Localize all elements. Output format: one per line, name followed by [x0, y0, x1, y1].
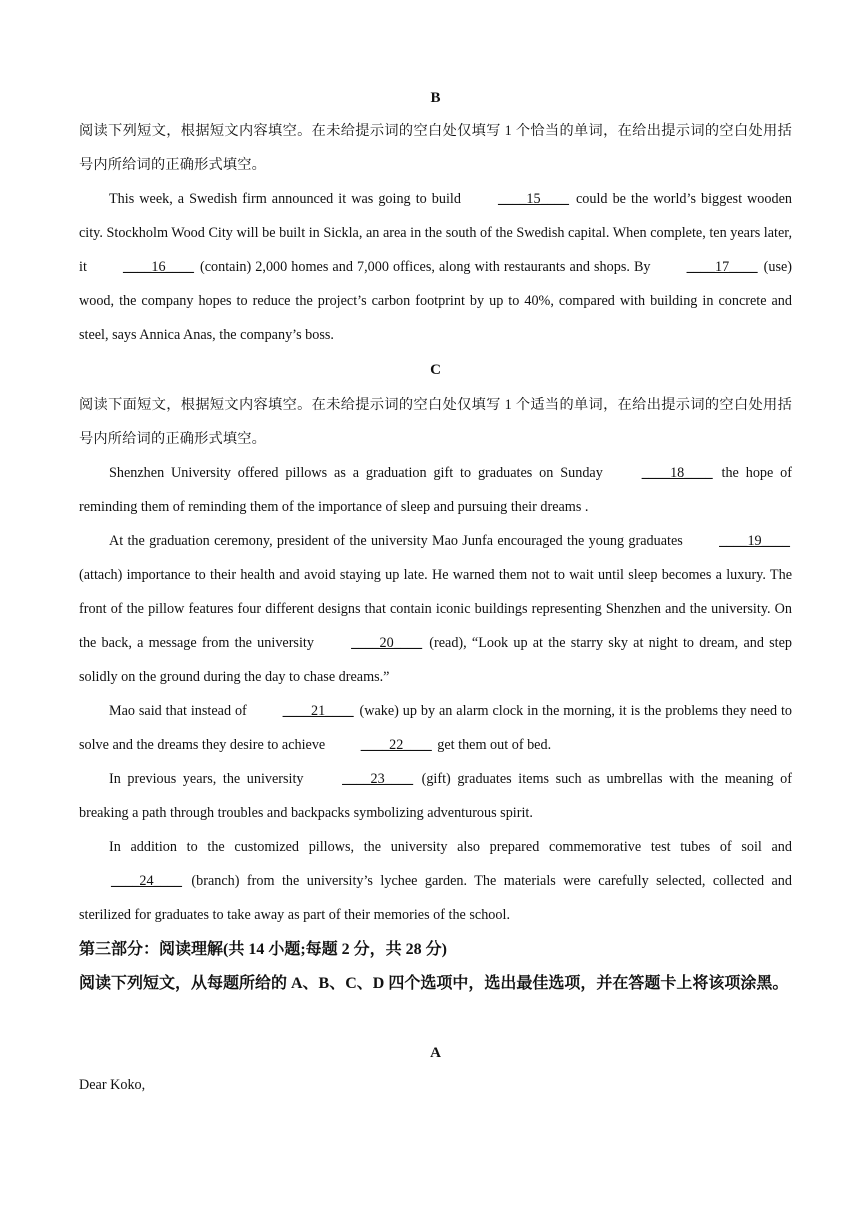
- text-run: the hope of reminding them of reminding them of the importance of sleep and pursuing their dreams .: [79, 465, 793, 515]
- section-b-heading: B: [430, 90, 441, 106]
- text-run: In addition to the customized pillows, the university also prepared commemorative test tubes of soil and: [109, 839, 792, 855]
- blank-17[interactable]: ____17____: [686, 259, 758, 275]
- blank-24[interactable]: ____24____: [111, 873, 182, 889]
- text-run: Shenzhen University offered pillows as a graduation gift to graduates on Sunday: [109, 465, 610, 481]
- part-three-instruction: 阅读下列短文，从每题所给的 A、B、C、D 四个选项中，选出最佳选项，并在答题卡上将该项涂黑。: [79, 975, 789, 992]
- text-run: could be the world’s biggest wooden city. Stockholm Wood City will be built in Sickla, an area in the south of the Swedish capital. When complete, ten years later, it: [79, 191, 792, 275]
- part-three-passage-a-heading: A: [430, 1045, 441, 1061]
- text-run: (use) wood, the company hopes to reduce the project’s carbon footprint by up to 40%, compared with building in concrete and steel, says Annica Anas, the company’s boss.: [79, 259, 792, 343]
- text-run: (read), “Look up at the starry sky at night to dream, and step solidly on the ground during the day to chase dreams.”: [79, 635, 792, 685]
- section-c-paragraph-3: [79, 694, 792, 762]
- section-c-paragraph-5: [79, 830, 792, 932]
- text-run: (wake) up by an alarm clock in the morning, it is the problems they need to solve and the dreams they desire to achieve: [79, 703, 792, 753]
- section-c-paragraph-1: [79, 456, 792, 524]
- blank-19[interactable]: ____19____: [719, 533, 790, 549]
- text-run: (branch) from the university’s lychee garden. The materials were carefully selected, collected and sterilized for graduates to take away as part of their memories of the school.: [79, 873, 792, 923]
- text-run: (gift) graduates items such as umbrellas with the meaning of breaking a path through troubles and backpacks symbolizing adventurous spirit.: [79, 771, 792, 821]
- blank-21[interactable]: ____21____: [282, 703, 354, 719]
- letter-greeting: Dear Koko,: [79, 1077, 146, 1093]
- section-c-heading: C: [430, 362, 441, 378]
- section-c-instruction: 阅读下面短文，根据短文内容填空。在未给提示词的空白处仅填写 1 个适当的单词，在给出提示词的空白处用括号内所给词的正确形式填空。: [79, 397, 792, 447]
- blank-22[interactable]: ____22____: [360, 737, 432, 753]
- text-run: get them out of bed.: [433, 737, 552, 753]
- text-run: Mao said that instead of: [109, 703, 251, 719]
- text-run: (attach) importance to their health and avoid staying up late. He warned them not to wait until sleep becomes a luxury. The front of the pillow features four different designs that contain iconic buildings representing Shenzhen and the university. On the back, a message from the university: [79, 567, 792, 651]
- text-run: (contain) 2,000 homes and 7,000 offices, along with restaurants and shops. By: [195, 259, 655, 275]
- text-run: In previous years, the university: [109, 771, 311, 787]
- text-run: This week, a Swedish firm announced it was going to build: [109, 191, 467, 207]
- blank-16[interactable]: ____16____: [122, 259, 194, 275]
- blank-23[interactable]: ____23____: [342, 771, 414, 787]
- section-b-paragraph-1: [79, 182, 792, 352]
- blank-18[interactable]: ____18____: [641, 465, 713, 481]
- section-c-paragraph-4: [79, 762, 792, 830]
- blank-15[interactable]: ____15____: [498, 191, 569, 207]
- section-b-instruction: 阅读下列短文，根据短文内容填空。在未给提示词的空白处仅填写 1 个恰当的单词，在给出提示词的空白处用括号内所给词的正确形式填空。: [79, 123, 792, 173]
- part-three-title: 第三部分：阅读理解(共 14 小题;每题 2 分，共 28 分): [79, 941, 447, 958]
- section-c-paragraph-2: [79, 524, 792, 694]
- blank-20[interactable]: ____20____: [351, 635, 423, 651]
- text-run: At the graduation ceremony, president of the university Mao Junfa encouraged the young graduates: [109, 533, 688, 549]
